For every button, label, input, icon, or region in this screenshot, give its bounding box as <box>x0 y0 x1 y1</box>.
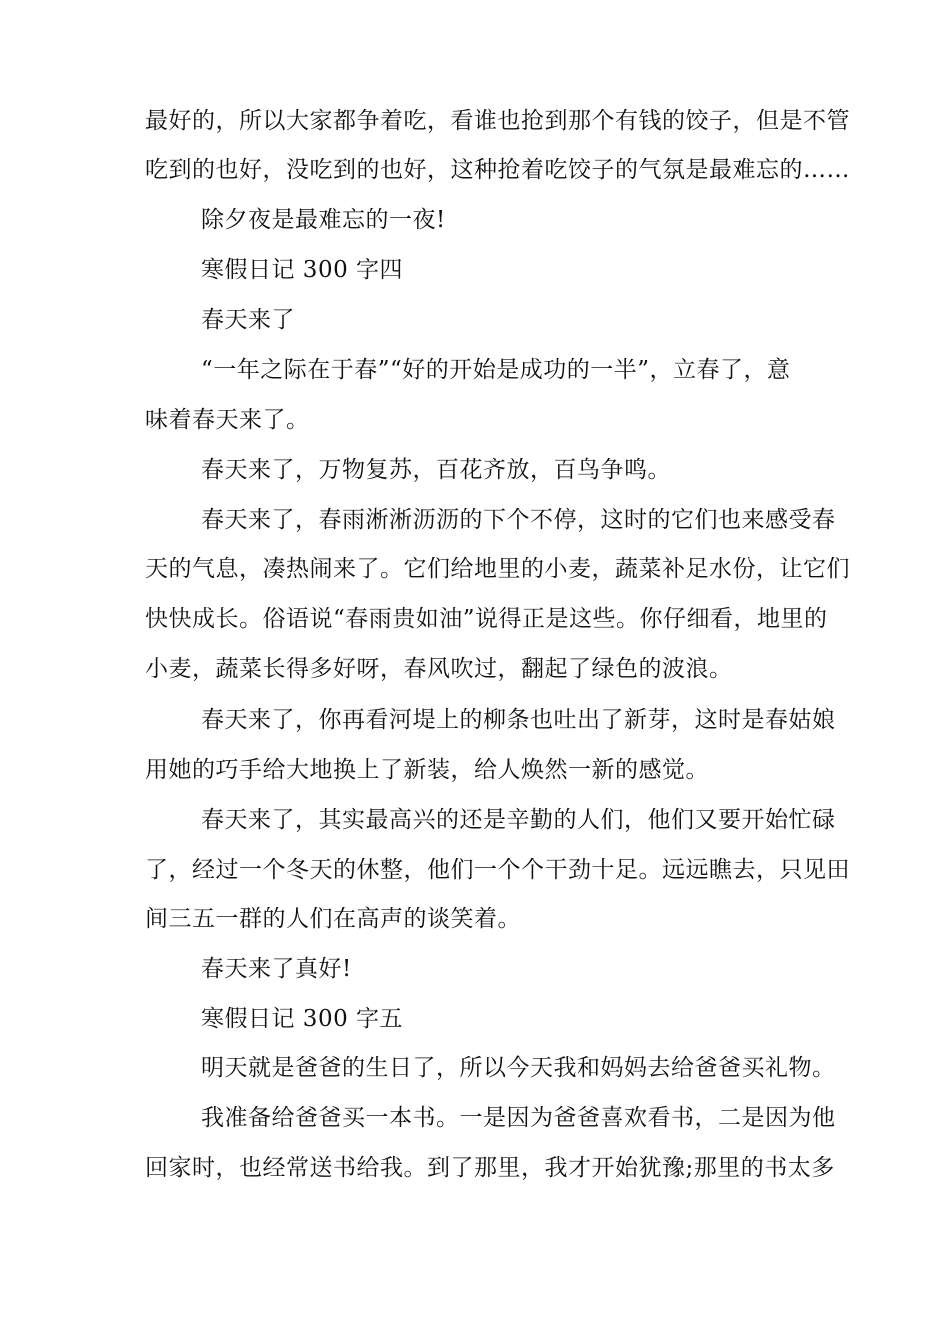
text-line-content: 用她的巧手给大地换上了新装，给人焕然一新的感觉。 <box>145 757 709 783</box>
text-line-content: 除夕夜是最难忘的一夜! <box>201 207 446 233</box>
text-line-content: 了，经过一个冬天的休整，他们一个个干劲十足。远远瞧去，只见田 <box>145 857 850 883</box>
text-line <box>0 899 950 939</box>
text-line-content: 春天来了，春雨淅淅沥沥的下个不停，这时的它们也来感受春 <box>201 507 836 533</box>
text-line <box>0 700 950 740</box>
section-heading <box>0 999 950 1039</box>
text-line-content: 回家时，也经常送书给我。到了那里，我才开始犹豫;那里的书太多 <box>145 1155 835 1181</box>
section-heading-text: 寒假日记 300 字四 <box>201 257 404 283</box>
text-line-content: 春天来了，万物复苏，百花齐放，百鸟争鸣。 <box>201 457 671 483</box>
text-line-content: 我准备给爸爸买一本书。一是因为爸爸喜欢看书，二是因为他 <box>201 1105 836 1131</box>
diary-title-text: 春天来了 <box>201 307 295 333</box>
text-line <box>0 200 950 240</box>
text-line <box>0 599 950 639</box>
text-line-content: 最好的，所以大家都争着吃，看谁也抢到那个有钱的饺子，但是不管 <box>145 108 850 134</box>
text-line <box>0 350 950 390</box>
text-line <box>0 1098 950 1138</box>
text-line-content: 味着春天来了。 <box>145 407 310 433</box>
text-line <box>0 949 950 989</box>
text-line <box>0 649 950 689</box>
text-line-content: 小麦，蔬菜长得多好呀，春风吹过，翻起了绿色的波浪。 <box>145 656 733 682</box>
text-line-content: 春天来了，其实最高兴的还是辛勤的人们，他们又要开始忙碌 <box>201 807 836 833</box>
text-line-content: 春天来了，你再看河堤上的柳条也吐出了新芽，这时是春姑娘 <box>201 707 836 733</box>
text-line <box>0 800 950 840</box>
text-line-content: 明天就是爸爸的生日了，所以今天我和妈妈去给爸爸买礼物。 <box>201 1055 836 1081</box>
text-line <box>0 750 950 790</box>
text-line-content: 春天来了真好! <box>201 956 352 982</box>
text-line <box>0 1048 950 1088</box>
text-line <box>0 400 950 440</box>
text-line <box>0 450 950 490</box>
text-line-content: 快快成长。俗语说“春雨贵如油”说得正是这些。你仔细看，地里的 <box>145 606 828 632</box>
section-heading <box>0 250 950 290</box>
text-line <box>0 850 950 890</box>
text-line-content: 间三五一群的人们在高声的谈笑着。 <box>145 906 521 932</box>
text-line <box>0 500 950 540</box>
section-heading-text: 寒假日记 300 字五 <box>201 1006 404 1032</box>
text-line <box>0 101 950 141</box>
text-line-content: 吃到的也好，没吃到的也好，这种抢着吃饺子的气氛是最难忘的…… <box>145 157 850 183</box>
text-line <box>0 150 950 190</box>
text-line <box>0 1148 950 1188</box>
text-line <box>0 549 950 589</box>
text-line-content: “一年之际在于春”“好的开始是成功的一半”，立春了，意 <box>201 357 791 383</box>
diary-title <box>0 300 950 340</box>
text-line-content: 天的气息，凑热闹来了。它们给地里的小麦，蔬菜补足水份，让它们 <box>145 556 850 582</box>
